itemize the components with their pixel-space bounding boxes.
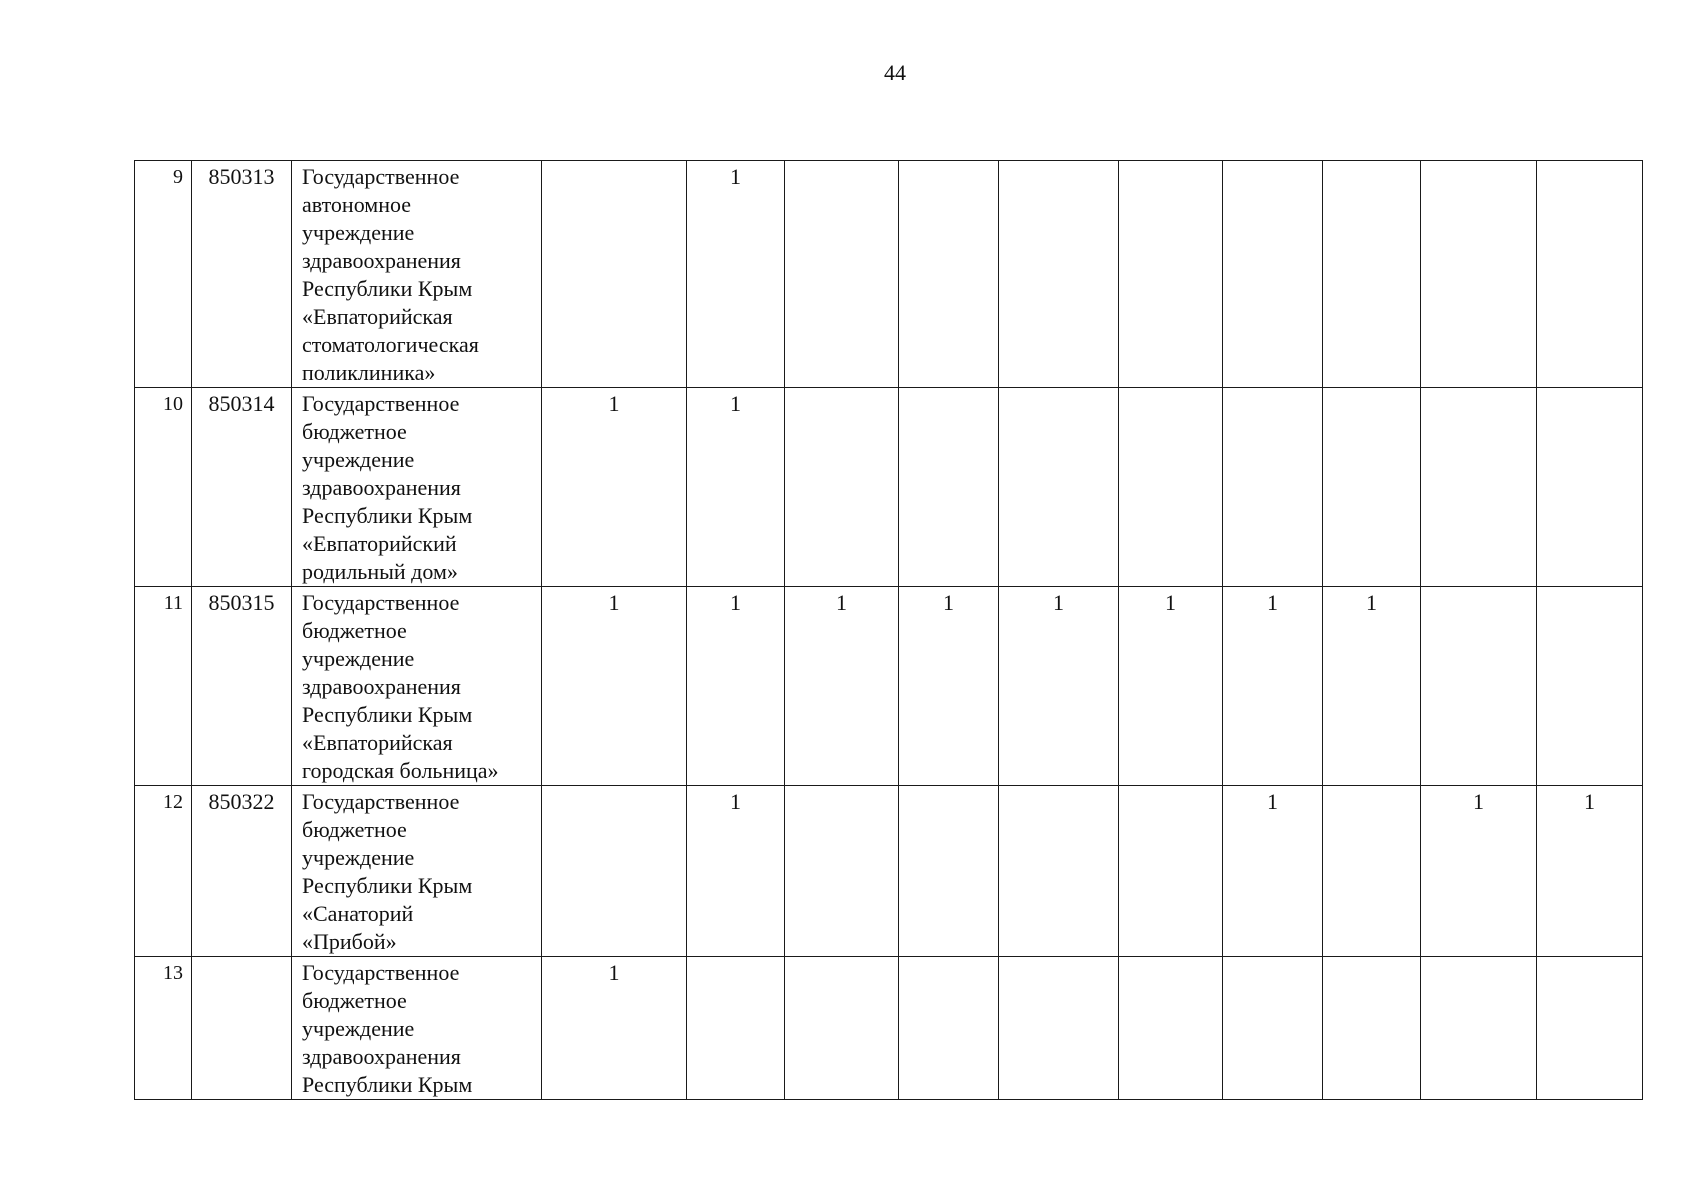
- organization-name-line: Государственное: [302, 789, 460, 814]
- row-code: 850313: [192, 161, 292, 388]
- value-cell: [1421, 957, 1537, 1100]
- value-cell: 1: [687, 388, 785, 587]
- value-cell: [999, 161, 1119, 388]
- table-row: [135, 161, 1643, 388]
- organization-name-line: здравоохранения: [302, 674, 461, 699]
- value-cell: [785, 786, 899, 957]
- value-cell: [1537, 388, 1643, 587]
- value-cell: 1: [1537, 786, 1643, 957]
- organization-name-line: бюджетное: [302, 419, 407, 444]
- value-cell: [542, 786, 687, 957]
- organization-name-line: Республики Крым: [302, 503, 473, 528]
- organization-name-line: бюджетное: [302, 988, 407, 1013]
- value-cell: [1119, 786, 1223, 957]
- value-cell: 1: [687, 786, 785, 957]
- value-cell: 1: [999, 587, 1119, 786]
- row-code: 850314: [192, 388, 292, 587]
- value-cell: 1: [1323, 587, 1421, 786]
- organization-name-line: бюджетное: [302, 618, 407, 643]
- value-cell: [1223, 161, 1323, 388]
- organization-name-line: «Санаторий: [302, 901, 414, 926]
- organization-name-line: «Евпаторийская: [302, 304, 453, 329]
- value-cell: [1223, 957, 1323, 1100]
- value-cell: 1: [1119, 587, 1223, 786]
- value-cell: [1223, 388, 1323, 587]
- value-cell: [1119, 957, 1223, 1100]
- value-cell: [1537, 161, 1643, 388]
- value-cell: 1: [542, 587, 687, 786]
- row-organization-name: [292, 587, 542, 786]
- value-cell: [785, 957, 899, 1100]
- organization-name-line: поликлиника»: [302, 360, 436, 385]
- organization-name-line: Государственное: [302, 391, 460, 416]
- organization-name-line: здравоохранения: [302, 248, 461, 273]
- value-cell: 1: [785, 587, 899, 786]
- value-cell: 1: [542, 957, 687, 1100]
- organization-name-line: Республики Крым: [302, 873, 473, 898]
- value-cell: [1323, 957, 1421, 1100]
- value-cell: 1: [1223, 587, 1323, 786]
- organization-name-line: Государственное: [302, 960, 460, 985]
- organization-name-line: учреждение: [302, 646, 415, 671]
- value-cell: 1: [1223, 786, 1323, 957]
- page-number: 44: [884, 60, 906, 85]
- row-organization-name: [292, 161, 542, 388]
- organization-name-line: «Евпаторийский: [302, 531, 457, 556]
- row-number: 10: [135, 388, 192, 587]
- row-number: 12: [135, 786, 192, 957]
- value-cell: [1119, 161, 1223, 388]
- row-code: [192, 957, 292, 1100]
- organization-name-line: Республики Крым: [302, 702, 473, 727]
- organization-name-line: Республики Крым: [302, 1072, 473, 1097]
- value-cell: [899, 786, 999, 957]
- row-code: 850322: [192, 786, 292, 957]
- organization-name-line: стоматологическая: [302, 332, 479, 357]
- value-cell: [542, 161, 687, 388]
- value-cell: [785, 161, 899, 388]
- row-organization-name: [292, 388, 542, 587]
- organization-name-line: городская больница»: [302, 758, 499, 783]
- row-number: 9: [135, 161, 192, 388]
- organization-name-line: «Прибой»: [302, 929, 397, 954]
- value-cell: 1: [687, 587, 785, 786]
- organization-name-line: Государственное: [302, 590, 460, 615]
- facility-table: [134, 160, 1643, 1100]
- value-cell: [785, 388, 899, 587]
- organization-name-line: «Евпаторийская: [302, 730, 453, 755]
- value-cell: [1537, 587, 1643, 786]
- value-cell: 1: [899, 587, 999, 786]
- value-cell: [899, 161, 999, 388]
- table-body: [135, 161, 1643, 1100]
- organization-name-line: учреждение: [302, 220, 415, 245]
- value-cell: 1: [1421, 786, 1537, 957]
- value-cell: [999, 786, 1119, 957]
- row-number: 13: [135, 957, 192, 1100]
- organization-name-line: автономное: [302, 192, 412, 217]
- organization-name-line: здравоохранения: [302, 475, 461, 500]
- value-cell: [1421, 587, 1537, 786]
- value-cell: [1421, 161, 1537, 388]
- organization-name-line: учреждение: [302, 1016, 415, 1041]
- organization-name-line: родильный дом»: [302, 559, 458, 584]
- value-cell: [1119, 388, 1223, 587]
- value-cell: [899, 388, 999, 587]
- organization-name-line: учреждение: [302, 447, 415, 472]
- value-cell: [1323, 786, 1421, 957]
- value-cell: [999, 388, 1119, 587]
- value-cell: [1323, 161, 1421, 388]
- organization-name-line: Республики Крым: [302, 276, 473, 301]
- table-row: [135, 786, 1643, 957]
- value-cell: [999, 957, 1119, 1100]
- value-cell: 1: [687, 161, 785, 388]
- value-cell: [1421, 388, 1537, 587]
- value-cell: [1537, 957, 1643, 1100]
- organization-name-line: учреждение: [302, 845, 415, 870]
- organization-name-line: бюджетное: [302, 817, 407, 842]
- organization-name-line: Государственное: [302, 164, 460, 189]
- value-cell: [1323, 388, 1421, 587]
- table-row: [135, 587, 1643, 786]
- table-row: [135, 957, 1643, 1100]
- row-organization-name: [292, 786, 542, 957]
- value-cell: 1: [542, 388, 687, 587]
- row-code: 850315: [192, 587, 292, 786]
- organization-name-line: здравоохранения: [302, 1044, 461, 1069]
- row-number: 11: [135, 587, 192, 786]
- value-cell: [687, 957, 785, 1100]
- row-organization-name: [292, 957, 542, 1100]
- value-cell: [899, 957, 999, 1100]
- table-row: [135, 388, 1643, 587]
